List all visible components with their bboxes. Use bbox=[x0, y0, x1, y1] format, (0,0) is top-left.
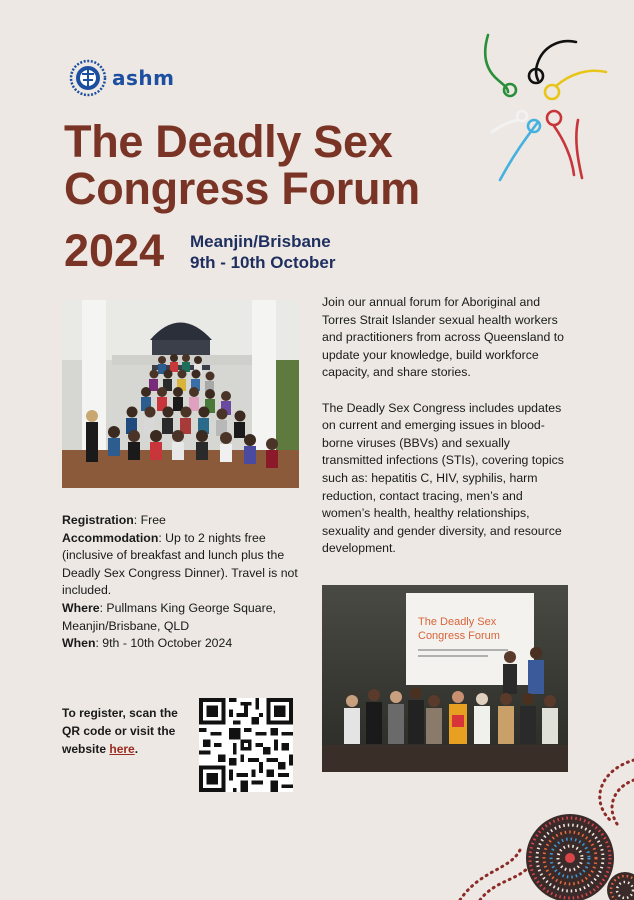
event-details bbox=[62, 512, 307, 653]
register-end: . bbox=[134, 742, 139, 756]
registration-row bbox=[62, 512, 307, 530]
group-photo bbox=[62, 300, 299, 488]
brand-name: ashm bbox=[112, 66, 175, 90]
where-value: : Pullmans King George Square, Meanjin/Brisbane, QLD bbox=[62, 600, 276, 633]
register-link[interactable]: here bbox=[109, 742, 135, 756]
slide-title-line-2: Congress Forum bbox=[418, 630, 500, 642]
event-dates: 9th - 10th October bbox=[190, 253, 336, 272]
where-row bbox=[62, 600, 307, 635]
dot-art-decoration-icon bbox=[440, 740, 634, 900]
where-label: Where bbox=[62, 600, 100, 615]
title-line-1: The Deadly Sex bbox=[64, 116, 393, 167]
registration-value: : Free bbox=[133, 513, 166, 527]
event-year: 2024 bbox=[64, 225, 165, 276]
intro-paragraph-1: Join our annual forum for Aboriginal and Torres Strait Islander sexual health workers and practitioners from across Queensland to update your knowledge, build workforce capacity, and share stories. bbox=[322, 295, 564, 380]
accommodation-value: : Up to 2 nights free (inclusive of breakfast and lunch plus the Deadly Sex Congress Dinner). Travel is not included. bbox=[62, 530, 298, 598]
swirl-decoration-icon bbox=[478, 30, 628, 195]
intro-text bbox=[322, 294, 570, 558]
slide-title-line-1: The Deadly Sex bbox=[418, 616, 497, 628]
register-text: To register, scan the QR code or visit the website bbox=[62, 706, 178, 756]
event-location: Meanjin/Brisbane bbox=[190, 232, 331, 251]
when-value: : 9th - 10th October 2024 bbox=[95, 636, 233, 651]
title-line-2: Congress Forum bbox=[64, 163, 420, 214]
page-title bbox=[64, 118, 420, 212]
accommodation-label: Accommodation bbox=[62, 530, 159, 545]
when-label: When bbox=[62, 636, 96, 651]
registration-label: Registration bbox=[62, 513, 134, 527]
intro-paragraph-2: The Deadly Sex Congress includes updates on current and emerging issues in blood-borne viruses (BBVs) and sexually transmitted infections (STIs), covering topics such as: hepatitis C, HIV, syphilis, harm reduction, contact tracing, men’s and women’s health, healthy relationships, sexuality and gender diversity, and resource development. bbox=[322, 400, 564, 556]
ashm-logo bbox=[68, 58, 174, 98]
accommodation-row bbox=[62, 530, 307, 600]
event-location-dates bbox=[190, 231, 335, 273]
register-instructions bbox=[62, 704, 190, 758]
when-row bbox=[62, 635, 307, 653]
ashm-emblem-icon bbox=[68, 58, 108, 98]
qr-code-icon[interactable] bbox=[199, 698, 293, 792]
